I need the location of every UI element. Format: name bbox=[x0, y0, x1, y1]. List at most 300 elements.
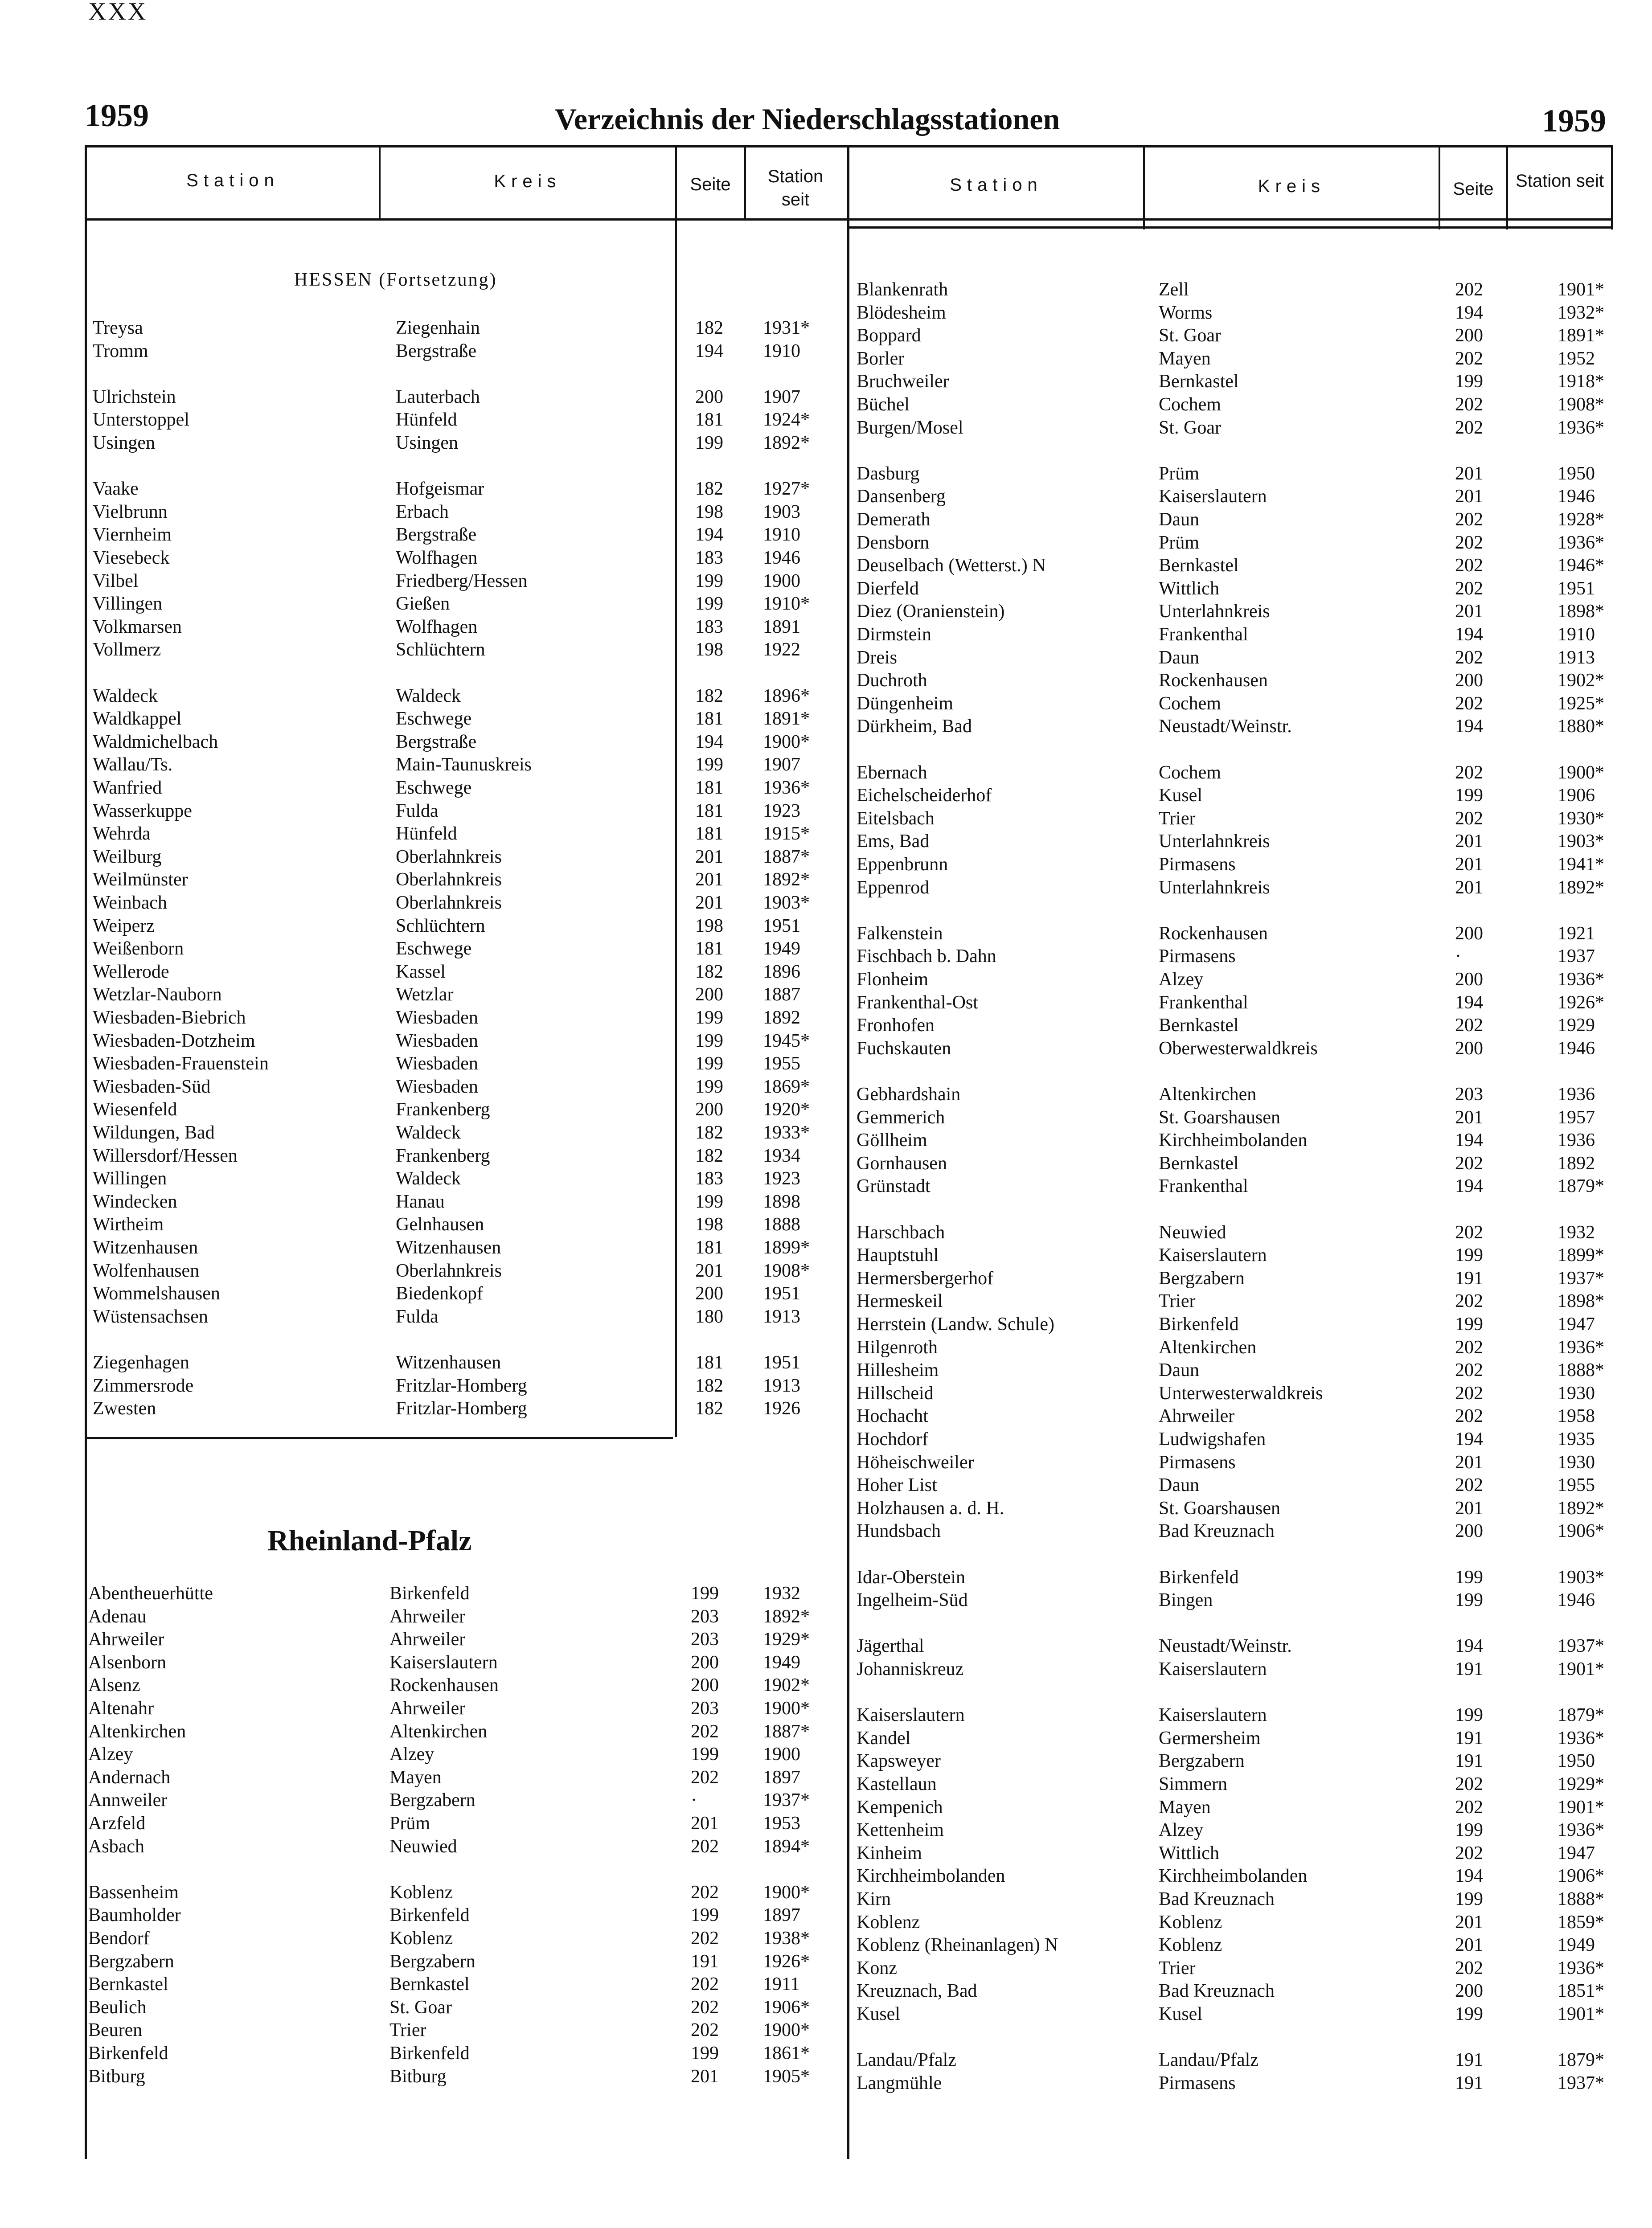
station-name: Andernach bbox=[88, 1767, 171, 1788]
station-name: Fischbach b. Dahn bbox=[857, 946, 996, 967]
frame-left-line bbox=[85, 145, 87, 2159]
kreis-name: Gießen bbox=[396, 594, 450, 614]
station-name: Willingen bbox=[93, 1168, 167, 1189]
station-name: Hermersbergerhof bbox=[857, 1268, 994, 1289]
seit-year: 1892* bbox=[763, 433, 810, 453]
seit-year: 1952 bbox=[1558, 348, 1595, 369]
kreis-name: Koblenz bbox=[1159, 1912, 1222, 1933]
seit-year: 1906 bbox=[1558, 785, 1595, 806]
kreis-name: Hofgeismar bbox=[396, 479, 484, 500]
kreis-name: Unterlahnkreis bbox=[1159, 831, 1270, 852]
kreis-name: Alzey bbox=[389, 1744, 435, 1765]
kreis-name: Unterlahnkreis bbox=[1159, 601, 1270, 622]
kreis-name: Oberlahnkreis bbox=[396, 893, 502, 913]
seite-number: 199 bbox=[691, 1583, 719, 1604]
seit-year: 1947 bbox=[1558, 1843, 1595, 1863]
seit-year: 1936* bbox=[1558, 969, 1604, 990]
seit-year: 1898 bbox=[763, 1191, 800, 1212]
seit-year: 1946 bbox=[1558, 486, 1595, 507]
seite-number: 202 bbox=[691, 1836, 719, 1857]
seite-number: 201 bbox=[1455, 1935, 1483, 1956]
kreis-name: Trier bbox=[1159, 1291, 1196, 1312]
station-name: Burgen/Mosel bbox=[857, 417, 963, 438]
station-name: Wiesbaden-Frauenstein bbox=[93, 1053, 269, 1074]
frame-right-line bbox=[1611, 145, 1613, 229]
seite-number: 202 bbox=[1455, 1291, 1483, 1312]
station-name: Hilgenroth bbox=[857, 1337, 938, 1358]
kreis-name: Birkenfeld bbox=[1159, 1567, 1239, 1588]
seit-year: 1926* bbox=[763, 1951, 810, 1972]
section-heading-hessen: HESSEN (Fortsetzung) bbox=[294, 270, 497, 290]
seite-number: 202 bbox=[1455, 1958, 1483, 1978]
seit-year: 1891* bbox=[763, 709, 810, 729]
station-name: Hillscheid bbox=[857, 1383, 934, 1404]
seite-number: 201 bbox=[695, 1260, 723, 1281]
seit-year: 1900 bbox=[763, 1744, 800, 1765]
station-name: Eppenrod bbox=[857, 877, 930, 898]
kreis-name: Prüm bbox=[1159, 532, 1200, 553]
station-name: Kandel bbox=[857, 1728, 911, 1749]
station-name: Diez (Oranienstein) bbox=[857, 601, 1005, 622]
kreis-name: Rockenhausen bbox=[1159, 670, 1268, 691]
kreis-name: Mayen bbox=[389, 1767, 442, 1788]
station-name: Eichelscheiderhof bbox=[857, 785, 992, 806]
seite-number: 199 bbox=[1455, 785, 1483, 806]
seite-number: 199 bbox=[1455, 1820, 1483, 1841]
seite-number: 194 bbox=[1455, 716, 1483, 737]
seit-year: 1929 bbox=[1558, 1015, 1595, 1036]
seit-year: 1903* bbox=[763, 893, 810, 913]
seite-number: 202 bbox=[1455, 348, 1483, 369]
seit-year: 1910 bbox=[763, 524, 800, 545]
seit-year: 1936* bbox=[1558, 1728, 1604, 1749]
station-name: Vaake bbox=[93, 479, 139, 500]
kreis-name: Wittlich bbox=[1159, 578, 1219, 599]
station-name: Viesebeck bbox=[93, 548, 170, 568]
seite-number: 202 bbox=[1455, 1797, 1483, 1818]
seit-year: 1888* bbox=[1558, 1889, 1604, 1909]
station-name: Weilmünster bbox=[93, 869, 188, 890]
kreis-name: Wiesbaden bbox=[396, 1030, 478, 1051]
seit-year: 1936* bbox=[1558, 1820, 1604, 1841]
kreis-name: Ahrweiler bbox=[389, 1698, 466, 1719]
kreis-name: Neustadt/Weinstr. bbox=[1159, 716, 1292, 737]
seit-year: 1892 bbox=[763, 1008, 800, 1028]
seit-year: 1936* bbox=[763, 778, 810, 798]
header-station-right: Station bbox=[950, 175, 1043, 195]
kreis-name: Bergzabern bbox=[389, 1951, 476, 1972]
seite-number: 199 bbox=[1455, 371, 1483, 392]
seite-number: 199 bbox=[1455, 1314, 1483, 1335]
seit-year: 1926* bbox=[1558, 992, 1604, 1013]
station-name: Bassenheim bbox=[88, 1882, 179, 1903]
seit-year: 1951 bbox=[763, 1352, 800, 1373]
station-name: Johanniskreuz bbox=[857, 1659, 964, 1679]
seit-year: 1920* bbox=[763, 1099, 810, 1120]
seit-year: 1936 bbox=[1558, 1130, 1595, 1151]
station-name: Wellerode bbox=[93, 961, 169, 982]
seite-number: 198 bbox=[695, 501, 723, 522]
station-name: Kinheim bbox=[857, 1843, 922, 1863]
station-name: Dierfeld bbox=[857, 578, 919, 599]
seite-number: 202 bbox=[1455, 1337, 1483, 1358]
seit-year: 1957 bbox=[1558, 1107, 1595, 1128]
station-name: Birkenfeld bbox=[88, 2043, 168, 2064]
seit-year: 1879* bbox=[1558, 1705, 1604, 1726]
seite-number: 199 bbox=[691, 2043, 719, 2064]
kreis-name: Oberlahnkreis bbox=[396, 846, 502, 867]
kreis-name: Bergzabern bbox=[1159, 1268, 1245, 1289]
station-name: Duchroth bbox=[857, 670, 927, 691]
kreis-name: Main-Taunuskreis bbox=[396, 754, 532, 775]
seite-number: 202 bbox=[1455, 1406, 1483, 1427]
seit-year: 1946 bbox=[763, 548, 800, 568]
kreis-name: Oberwesterwaldkreis bbox=[1159, 1038, 1318, 1059]
station-name: Langmühle bbox=[857, 2072, 942, 2093]
seit-year: 1892* bbox=[1558, 1498, 1604, 1519]
seite-number: 203 bbox=[691, 1698, 719, 1719]
seite-number: 199 bbox=[695, 594, 723, 614]
station-name: Dirmstein bbox=[857, 624, 931, 645]
year-left: 1959 bbox=[85, 98, 149, 133]
kreis-name: Neuwied bbox=[389, 1836, 457, 1857]
seit-year: 1899* bbox=[1558, 1245, 1604, 1266]
kreis-name: Rockenhausen bbox=[389, 1675, 499, 1696]
seit-year: 1898* bbox=[1558, 601, 1604, 622]
header-seit-left: Station seit bbox=[767, 167, 824, 209]
station-name: Wüstensachsen bbox=[93, 1306, 208, 1327]
station-name: Frankenthal-Ost bbox=[857, 992, 978, 1013]
kreis-name: Biedenkopf bbox=[396, 1283, 483, 1304]
kreis-name: Cochem bbox=[1159, 394, 1221, 415]
kreis-name: Bad Kreuznach bbox=[1159, 1521, 1275, 1542]
seit-year: 1906* bbox=[763, 1997, 810, 2018]
station-name: Hochdorf bbox=[857, 1429, 928, 1450]
seit-year: 1950 bbox=[1558, 1751, 1595, 1772]
station-name: Wiesbaden-Biebrich bbox=[93, 1008, 246, 1028]
kreis-name: Frankenberg bbox=[396, 1099, 490, 1120]
kreis-name: Cochem bbox=[1159, 762, 1221, 783]
seite-number: 202 bbox=[1455, 555, 1483, 576]
station-name: Zwesten bbox=[93, 1398, 156, 1419]
station-name: Abentheuerhütte bbox=[88, 1583, 213, 1604]
column-divider-kreis-seite-left bbox=[675, 145, 677, 1437]
kreis-name: Altenkirchen bbox=[1159, 1337, 1257, 1358]
seite-number: 182 bbox=[695, 1375, 723, 1396]
station-name: Windecken bbox=[93, 1191, 177, 1212]
seit-year: 1902* bbox=[763, 1675, 810, 1696]
seite-number: 201 bbox=[1455, 601, 1483, 622]
kreis-name: Kaiserslautern bbox=[1159, 1245, 1267, 1266]
kreis-name: Kaiserslautern bbox=[389, 1652, 498, 1673]
kreis-name: Hünfeld bbox=[396, 823, 457, 844]
kreis-name: Neuwied bbox=[1159, 1222, 1226, 1243]
kreis-name: Pirmasens bbox=[1159, 1452, 1236, 1473]
station-name: Altenahr bbox=[88, 1698, 154, 1719]
seite-number: 202 bbox=[1455, 1843, 1483, 1863]
seite-number: 199 bbox=[1455, 1245, 1483, 1266]
seite-number: 181 bbox=[695, 709, 723, 729]
seite-number: 202 bbox=[1455, 1153, 1483, 1174]
station-name: Waldeck bbox=[93, 685, 158, 706]
seit-year: 1900* bbox=[763, 1698, 810, 1719]
station-name: Kastellaun bbox=[857, 1774, 937, 1794]
seite-number: 194 bbox=[1455, 1130, 1483, 1151]
seite-number: 199 bbox=[695, 1008, 723, 1028]
seite-number: 194 bbox=[695, 524, 723, 545]
seite-number: 199 bbox=[1455, 2004, 1483, 2024]
kreis-name: Alzey bbox=[1159, 1820, 1204, 1841]
station-name: Kapsweyer bbox=[857, 1751, 941, 1772]
seite-number: 181 bbox=[695, 823, 723, 844]
kreis-name: Waldeck bbox=[396, 685, 461, 706]
seit-year: 1936* bbox=[1558, 1337, 1604, 1358]
seite-number: 194 bbox=[1455, 302, 1483, 323]
station-name: Konz bbox=[857, 1958, 897, 1978]
seite-number: 202 bbox=[1455, 1383, 1483, 1404]
seite-number: 200 bbox=[1455, 969, 1483, 990]
kreis-name: Witzenhausen bbox=[396, 1237, 501, 1258]
seite-number: 182 bbox=[695, 685, 723, 706]
kreis-name: Daun bbox=[1159, 1360, 1199, 1381]
seit-year: 1950 bbox=[1558, 463, 1595, 484]
station-name: Kempenich bbox=[857, 1797, 943, 1818]
seite-number: 200 bbox=[1455, 670, 1483, 691]
seit-year: 1906* bbox=[1558, 1866, 1604, 1887]
seite-number: 202 bbox=[691, 1974, 719, 1995]
seit-year: 1913 bbox=[763, 1375, 800, 1396]
station-name: Demerath bbox=[857, 509, 931, 530]
seite-number: 201 bbox=[695, 869, 723, 890]
kreis-name: Bad Kreuznach bbox=[1159, 1981, 1275, 2002]
seite-number: 201 bbox=[1455, 1912, 1483, 1933]
station-name: Tromm bbox=[93, 340, 148, 361]
station-name: Düngenheim bbox=[857, 693, 953, 714]
seit-year: 1941* bbox=[1558, 854, 1604, 875]
kreis-name: Eschwege bbox=[396, 709, 472, 729]
station-name: Dreis bbox=[857, 647, 897, 668]
kreis-name: Simmern bbox=[1159, 1774, 1227, 1794]
station-name: Bergzabern bbox=[88, 1951, 174, 1972]
seit-year: 1932 bbox=[1558, 1222, 1595, 1243]
seite-number: 182 bbox=[695, 961, 723, 982]
kreis-name: Altenkirchen bbox=[389, 1721, 488, 1742]
seite-number: 180 bbox=[695, 1306, 723, 1327]
kreis-name: Kaiserslautern bbox=[1159, 1659, 1267, 1679]
station-name: Bitburg bbox=[88, 2066, 145, 2087]
kreis-name: Bernkastel bbox=[1159, 1153, 1239, 1174]
seite-number: 202 bbox=[1455, 509, 1483, 530]
seite-number: 200 bbox=[695, 1283, 723, 1304]
station-name: Kirn bbox=[857, 1889, 891, 1909]
station-name: Ulrichstein bbox=[93, 386, 176, 407]
seite-number: 191 bbox=[1455, 1751, 1483, 1772]
station-name: Zimmersrode bbox=[93, 1375, 194, 1396]
seite-number: 182 bbox=[695, 318, 723, 338]
kreis-name: Neustadt/Weinstr. bbox=[1159, 1636, 1292, 1657]
station-name: Dasburg bbox=[857, 463, 920, 484]
seit-year: 1925* bbox=[1558, 693, 1604, 714]
seite-number: 201 bbox=[1455, 877, 1483, 898]
seite-number: 194 bbox=[1455, 1429, 1483, 1450]
seite-number: 183 bbox=[695, 1168, 723, 1189]
seit-year: 1903 bbox=[763, 501, 800, 522]
seit-year: 1910* bbox=[763, 594, 810, 614]
seit-year: 1892* bbox=[763, 1606, 810, 1627]
kreis-name: Fulda bbox=[396, 1306, 439, 1327]
kreis-name: Bernkastel bbox=[1159, 371, 1239, 392]
seite-number: 198 bbox=[695, 915, 723, 936]
kreis-name: Birkenfeld bbox=[389, 2043, 470, 2064]
seit-year: 1901* bbox=[1558, 1797, 1604, 1818]
seite-number: 201 bbox=[1455, 831, 1483, 852]
station-name: Densborn bbox=[857, 532, 930, 553]
seite-number: 201 bbox=[1455, 1498, 1483, 1519]
kreis-name: Frankenthal bbox=[1159, 992, 1248, 1013]
seit-year: 1930 bbox=[1558, 1452, 1595, 1473]
seite-number: 200 bbox=[695, 1099, 723, 1120]
kreis-name: Bingen bbox=[1159, 1590, 1213, 1611]
kreis-name: Schlüchtern bbox=[396, 639, 485, 660]
seit-year: 1921 bbox=[1558, 923, 1595, 944]
seite-number: 198 bbox=[695, 1214, 723, 1235]
seit-year: 1930* bbox=[1558, 808, 1604, 829]
kreis-name: Ahrweiler bbox=[389, 1629, 466, 1650]
seite-number: 200 bbox=[695, 386, 723, 407]
kreis-name: Alzey bbox=[1159, 969, 1204, 990]
seite-number: 202 bbox=[691, 1767, 719, 1788]
station-name: Wiesenfeld bbox=[93, 1099, 177, 1120]
station-name: Jägerthal bbox=[857, 1636, 924, 1657]
seite-number: 183 bbox=[695, 616, 723, 637]
seite-number: 181 bbox=[695, 938, 723, 959]
seit-year: 1901* bbox=[1558, 1659, 1604, 1679]
page-roman-numeral: XXX bbox=[88, 0, 148, 25]
station-name: Alsenz bbox=[88, 1675, 140, 1696]
seite-number: 200 bbox=[695, 984, 723, 1005]
seite-number: 199 bbox=[695, 1030, 723, 1051]
kreis-name: Gelnhausen bbox=[396, 1214, 484, 1235]
seit-year: 1932* bbox=[1558, 302, 1604, 323]
kreis-name: Bergstraße bbox=[396, 524, 477, 545]
seite-number: 183 bbox=[695, 548, 723, 568]
kreis-name: Ahrweiler bbox=[389, 1606, 466, 1627]
seit-year: 1918* bbox=[1558, 371, 1604, 392]
kreis-name: Wolfhagen bbox=[396, 616, 478, 637]
seit-year: 1911 bbox=[763, 1974, 800, 1995]
kreis-name: Wetzlar bbox=[396, 984, 454, 1005]
kreis-name: Zell bbox=[1159, 279, 1189, 300]
station-name: Dansenberg bbox=[857, 486, 946, 507]
seite-number: 181 bbox=[695, 778, 723, 798]
seit-year: 1945* bbox=[763, 1030, 810, 1051]
seite-number: 201 bbox=[691, 2066, 719, 2087]
seite-number: 201 bbox=[1455, 1107, 1483, 1128]
station-name: Holzhausen a. d. H. bbox=[857, 1498, 1004, 1519]
kreis-name: Daun bbox=[1159, 647, 1199, 668]
column-divider-seite-seit-left bbox=[744, 145, 746, 221]
seit-year: 1892* bbox=[763, 869, 810, 890]
station-name: Wiesbaden-Süd bbox=[93, 1076, 211, 1097]
seit-year: 1951 bbox=[1558, 578, 1595, 599]
seite-number: 203 bbox=[1455, 1084, 1483, 1105]
seite-number: 200 bbox=[1455, 923, 1483, 944]
kreis-name: Kirchheimbolanden bbox=[1159, 1130, 1308, 1151]
station-name: Eitelsbach bbox=[857, 808, 935, 829]
right-header-bottom-line bbox=[847, 226, 1613, 229]
station-name: Asbach bbox=[88, 1836, 144, 1857]
seit-year: 1900* bbox=[763, 731, 810, 752]
kreis-name: St. Goar bbox=[1159, 325, 1221, 346]
seit-year: 1937* bbox=[1558, 2072, 1604, 2093]
header-kreis-right: Kreis bbox=[1258, 176, 1326, 196]
station-name: Kreuznach, Bad bbox=[857, 1981, 977, 2002]
kreis-name: Frankenberg bbox=[396, 1145, 490, 1166]
station-name: Witzenhausen bbox=[93, 1237, 198, 1258]
kreis-name: Oberlahnkreis bbox=[396, 869, 502, 890]
seit-year: 1929* bbox=[1558, 1774, 1604, 1794]
station-name: Bruchweiler bbox=[857, 371, 949, 392]
kreis-name: Landau/Pfalz bbox=[1159, 2050, 1258, 2071]
kreis-name: Pirmasens bbox=[1159, 854, 1236, 875]
kreis-name: Cochem bbox=[1159, 693, 1221, 714]
seite-number: 203 bbox=[691, 1629, 719, 1650]
station-name: Weißenborn bbox=[93, 938, 184, 959]
kreis-name: Friedberg/Hessen bbox=[396, 570, 528, 591]
seit-year: 1896* bbox=[763, 685, 810, 706]
seit-year: 1955 bbox=[1558, 1475, 1595, 1496]
seite-number: 191 bbox=[1455, 2072, 1483, 2093]
station-name: Büchel bbox=[857, 394, 910, 415]
kreis-name: Hanau bbox=[396, 1191, 445, 1212]
seit-year: 1891* bbox=[1558, 325, 1604, 346]
seit-year: 1880* bbox=[1558, 716, 1604, 737]
seite-number: 199 bbox=[695, 570, 723, 591]
seite-number: · bbox=[691, 1790, 697, 1811]
seite-number: 191 bbox=[1455, 1268, 1483, 1289]
seite-number: 202 bbox=[1455, 532, 1483, 553]
seite-number: 191 bbox=[1455, 1728, 1483, 1749]
seite-number: 198 bbox=[695, 639, 723, 660]
kreis-name: Ziegenhain bbox=[396, 318, 480, 338]
station-name: Kirchheimbolanden bbox=[857, 1866, 1005, 1887]
seit-year: 1958 bbox=[1558, 1406, 1595, 1427]
station-name: Vilbel bbox=[93, 570, 139, 591]
seite-number: 191 bbox=[691, 1951, 719, 1972]
kreis-name: Wittlich bbox=[1159, 1843, 1219, 1863]
seite-number: 202 bbox=[1455, 1015, 1483, 1036]
seit-year: 1888* bbox=[1558, 1360, 1604, 1381]
seite-number: 199 bbox=[1455, 1705, 1483, 1726]
seit-year: 1896 bbox=[763, 961, 800, 982]
seite-number: 199 bbox=[695, 1076, 723, 1097]
station-name: Baumholder bbox=[88, 1905, 181, 1926]
seite-number: 200 bbox=[1455, 1038, 1483, 1059]
seit-year: 1936* bbox=[1558, 532, 1604, 553]
seite-number: 202 bbox=[691, 1721, 719, 1742]
station-name: Hochacht bbox=[857, 1406, 928, 1427]
station-name: Blankenrath bbox=[857, 279, 948, 300]
seit-year: 1949 bbox=[763, 1652, 800, 1673]
kreis-name: Pirmasens bbox=[1159, 2072, 1236, 2093]
seite-number: 203 bbox=[691, 1606, 719, 1627]
seite-number: 191 bbox=[1455, 1659, 1483, 1679]
station-name: Vielbrunn bbox=[93, 501, 168, 522]
seit-year: 1953 bbox=[763, 1813, 800, 1834]
station-name: Deuselbach (Wetterst.) N bbox=[857, 555, 1046, 576]
kreis-name: Waldeck bbox=[396, 1168, 461, 1189]
station-name: Ems, Bad bbox=[857, 831, 930, 852]
